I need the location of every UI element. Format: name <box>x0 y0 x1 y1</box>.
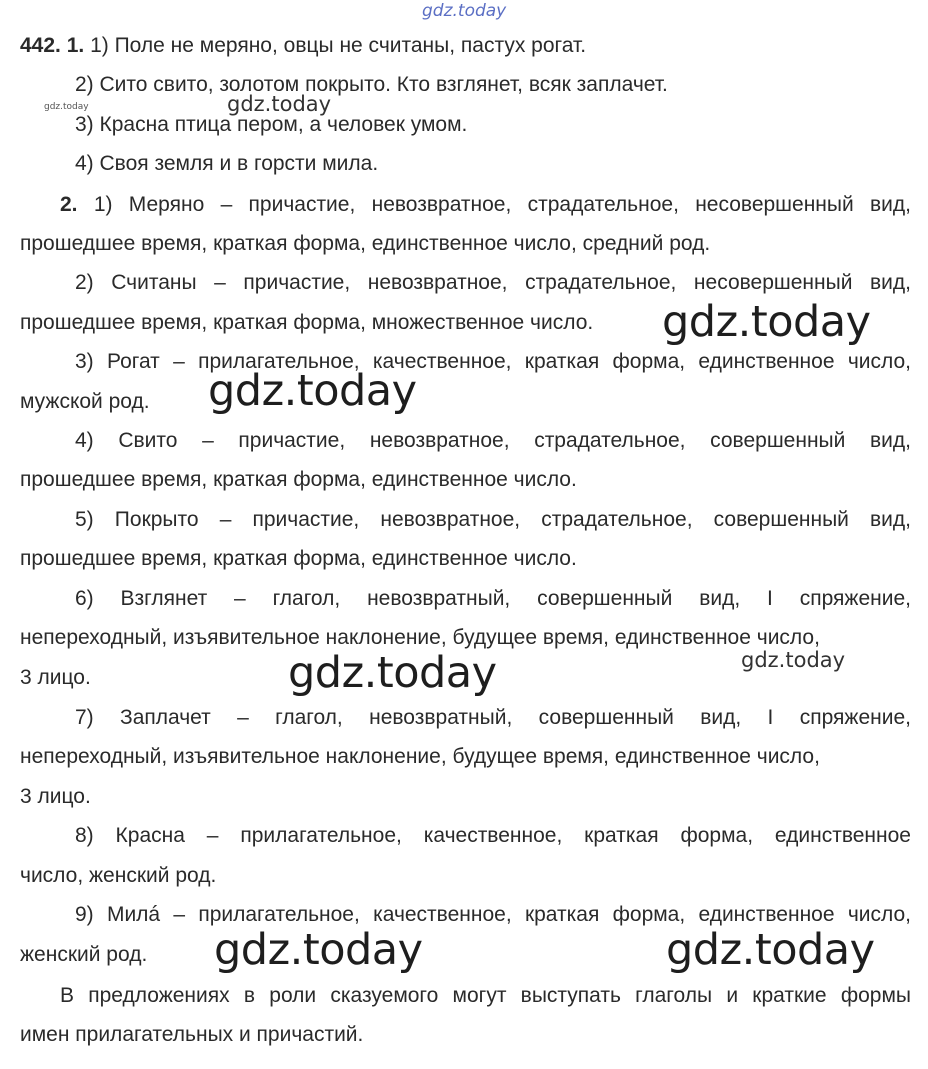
analysis-9-line-1: 9) Милá – прилагательное, качественное, краткая форма, единственное число, <box>75 903 911 926</box>
watermark-large: gdz.today <box>666 925 875 975</box>
analysis-2-line-2: прошедшее время, краткая форма, множественное число. <box>20 311 594 334</box>
analysis-4-line-1: 4) Свито – причастие, невозвратное, страдательное, совершенный вид, <box>75 429 911 452</box>
analysis-5-line-1: 5) Покрыто – причастие, невозвратное, страдательное, совершенный вид, <box>75 508 911 531</box>
watermark-large: gdz.today <box>288 648 497 698</box>
analysis-6-line-3: 3 лицо. <box>20 666 91 689</box>
watermark-large: gdz.today <box>662 297 871 347</box>
analysis-2-line-1: 2) Считаны – причастие, невозвратное, страдательное, несовершенный вид, <box>75 271 911 294</box>
proverb-4: 4) Своя земля и в горсти мила. <box>75 152 379 175</box>
proverb-2: 2) Сито свито, золотом покрыто. Кто взглянет, всяк заплачет. <box>75 73 668 96</box>
analysis-7-line-3: 3 лицо. <box>20 785 91 808</box>
analysis-8-line-1: 8) Красна – прилагательное, качественное, краткая форма, единственное <box>75 824 911 847</box>
proverb-1: 1) Поле не меряно, овцы не считаны, пастух рогат. <box>90 34 587 57</box>
analysis-6-line-2: непереходный, изъявительное наклонение, будущее время, единственное число, <box>20 626 820 649</box>
watermark-top: gdz.today <box>422 1 507 21</box>
watermark-small: gdz.today <box>227 92 332 116</box>
watermark-tiny: gdz.today <box>44 102 89 112</box>
watermark-large: gdz.today <box>214 925 423 975</box>
analysis-7-line-2: непереходный, изъявительное наклонение, будущее время, единственное число, <box>20 745 820 768</box>
analysis-9-line-2: женский род. <box>20 943 148 966</box>
task-line <box>20 33 586 59</box>
analysis-1-line-1 <box>60 192 911 218</box>
analysis-6-line-1: 6) Взглянет – глагол, невозвратный, совершенный вид, I спряжение, <box>75 587 911 610</box>
analysis-3-line-1: 3) Рогат – прилагательное, качественное, краткая форма, единственное число, <box>75 350 911 373</box>
conclusion-line-1: В предложениях в роли сказуемого могут выступать глаголы и краткие формы <box>60 984 911 1007</box>
analysis-1-text: 1) Меряно – причастие, невозвратное, страдательное, несовершенный вид, <box>93 193 911 216</box>
analysis-4-line-2: прошедшее время, краткая форма, единственное число. <box>20 468 577 491</box>
watermark-large: gdz.today <box>208 366 417 416</box>
proverb-3: 3) Красна птица пером, а человек умом. <box>75 113 468 136</box>
analysis-7-line-1: 7) Заплачет – глагол, невозвратный, совершенный вид, I спряжение, <box>75 706 911 729</box>
part-2-number: 2. <box>60 193 78 216</box>
analysis-1-line-2: прошедшее время, краткая форма, единственное число, средний род. <box>20 232 711 255</box>
task-number: 442. 1. <box>20 34 85 57</box>
conclusion-line-2: имен прилагательных и причастий. <box>20 1023 364 1046</box>
analysis-8-line-2: число, женский род. <box>20 864 217 887</box>
watermark-small: gdz.today <box>741 648 846 672</box>
analysis-3-line-2: мужской род. <box>20 390 150 413</box>
analysis-5-line-2: прошедшее время, краткая форма, единственное число. <box>20 547 577 570</box>
